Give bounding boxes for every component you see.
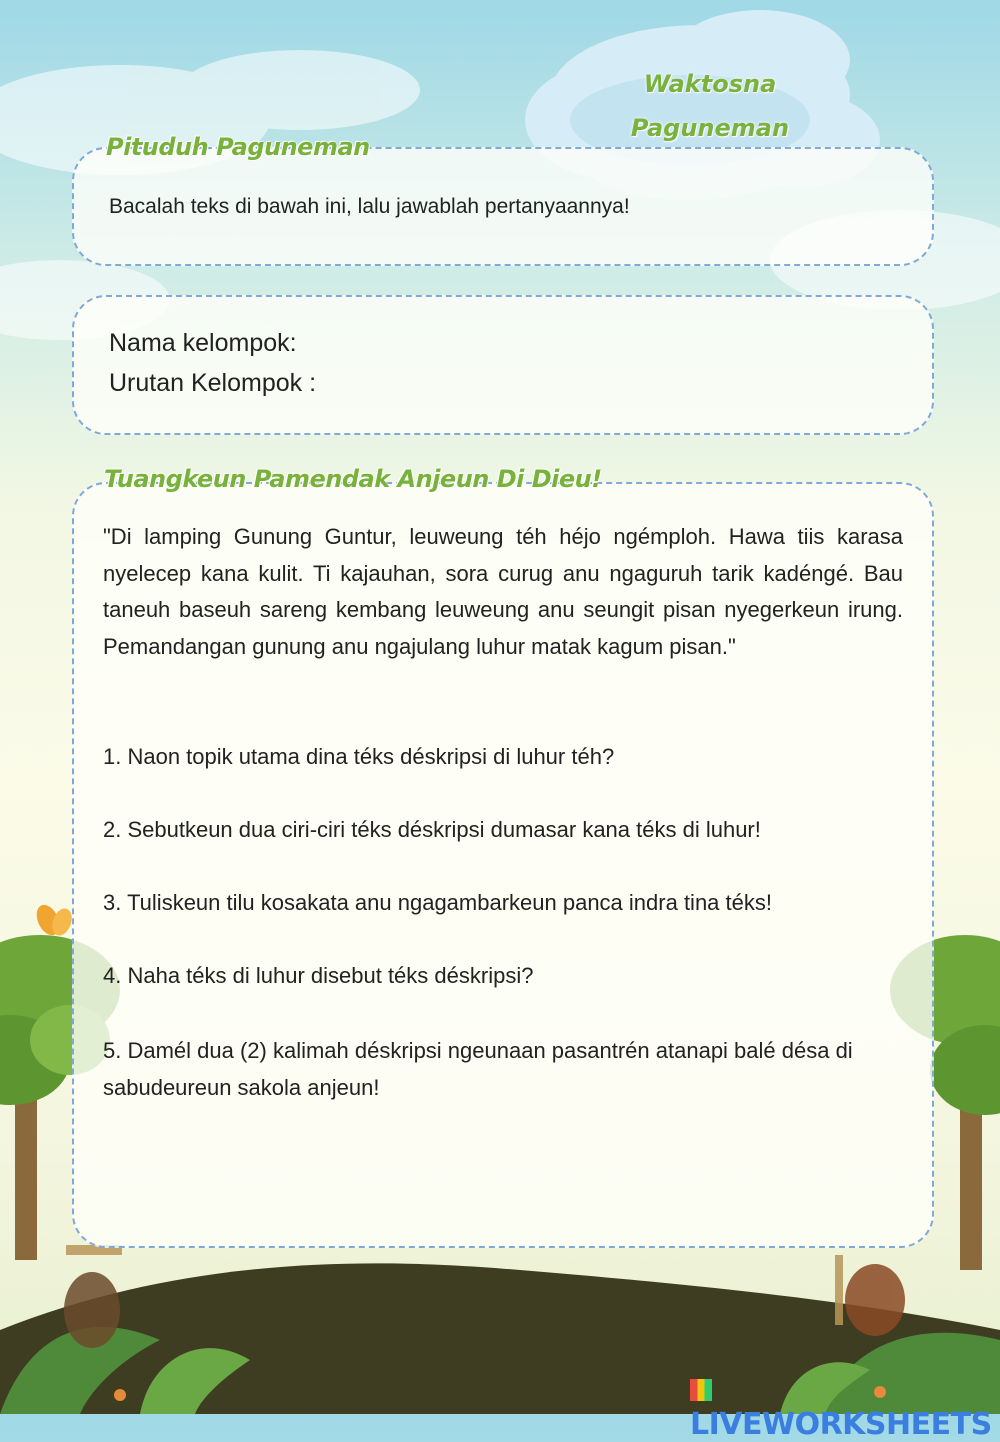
question-3: 3. Tuliskeun tilu kosakata anu ngagambarkeun panca indra tina téks! — [103, 890, 772, 915]
cloud-title — [620, 62, 800, 150]
question-4: 4. Naha téks di luhur disebut téks déskripsi? — [103, 963, 534, 988]
puppet-left — [64, 1245, 122, 1348]
watermark-text: LIVEWORKSHEETS — [690, 1407, 992, 1442]
group-info-box — [72, 295, 934, 435]
liveworksheets-logo-icon — [690, 1379, 712, 1401]
question-5: 5. Damél dua (2) kalimah déskripsi ngeunaan pasantrén atanapi balé désa di sabudeureun sakola anjeun! — [103, 1038, 853, 1100]
passage-text: "Di lamping Gunung Guntur, leuweung téh héjo ngémploh. Hawa tiis karasa nyelecep kana kulit. Ti kajauhan, sora curug anu ngaguruh tarik kadéngé. Bau taneuh baseuh sareng kembang leuweung anu seungit pisan nyegerkeun irung. Pemandangan gunung anu ngajulang luhur matak kagum pisan." — [103, 524, 903, 659]
group-order-label[interactable]: Urutan Kelompok : — [109, 369, 317, 397]
group-name-label[interactable]: Nama kelompok: — [109, 329, 297, 357]
main-heading: Tuangkeun Pamendak Anjeun Di Dieu! — [104, 465, 602, 493]
butterfly-icon — [32, 901, 75, 938]
question-1: 1. Naon topik utama dina téks déskripsi di luhur téh? — [103, 744, 615, 769]
cloud-title-line2: Paguneman — [630, 114, 790, 142]
liveworksheets-watermark — [690, 1372, 1000, 1442]
question-2: 2. Sebutkeun dua ciri-ciri téks déskripsi dumasar kana téks di luhur! — [103, 817, 761, 842]
instructions-text: Bacalah teks di bawah ini, lalu jawablah pertanyaannya! — [109, 195, 630, 218]
instructions-heading: Pituduh Paguneman — [106, 133, 370, 161]
cloud-title-line1: Waktosna — [643, 70, 777, 98]
